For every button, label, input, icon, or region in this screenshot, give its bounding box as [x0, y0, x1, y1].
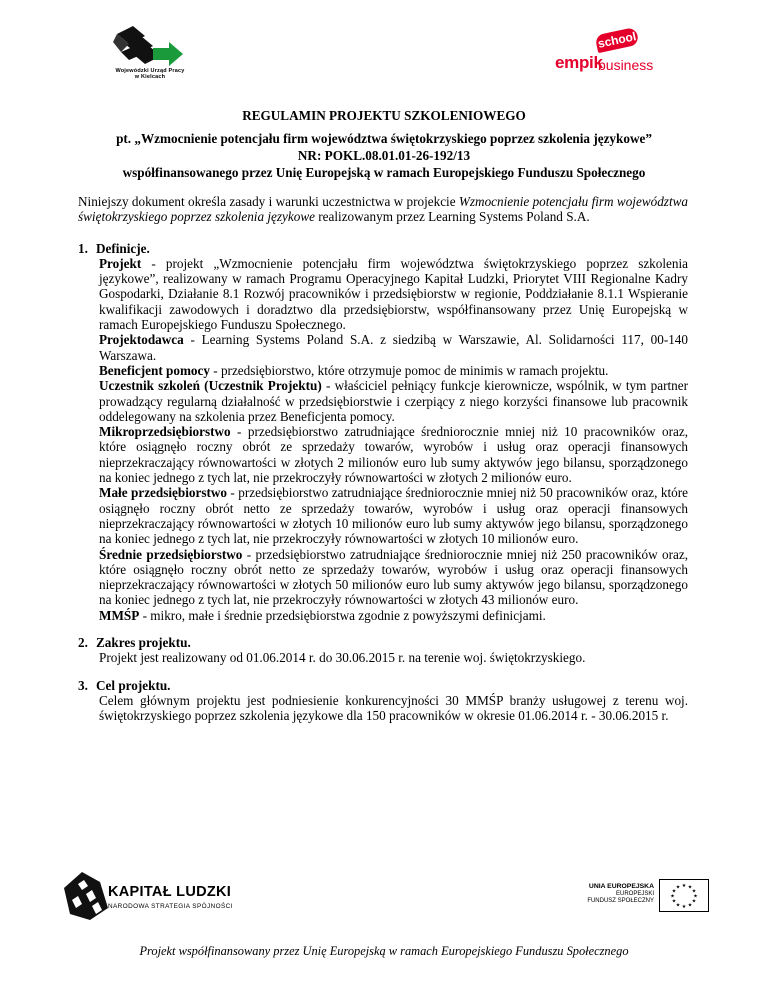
section-title: Definicje. [96, 240, 150, 256]
section-heading [78, 678, 688, 693]
section-number: 3. [78, 677, 88, 693]
definition-term: Mikroprzedsiębiorstwo [99, 424, 231, 440]
document-body [78, 194, 688, 736]
definitions-list [78, 256, 688, 623]
definition-term: Uczestnik szkoleń (Uczestnik Projektu) [99, 378, 322, 394]
definition-text: - przedsiębiorstwo, które otrzymuje pomoc de minimis w ramach projektu. [209, 362, 609, 378]
project-name-line: pt. „Wzmocnienie potencjału firm województwa świętokrzyskiego poprzez szkolenia językowe” [116, 131, 652, 146]
definition-text: - właściciel pełniący funkcje kierownicze, wspólnik, w tym partner prowadzący regularną działalność w przedsiębiorstwie i czerpiący z niego korzyści finansowe lub pracownik oddelegowany na szkolenia przez Beneficjenta pomocy. [99, 378, 688, 424]
intro-text-before: Niniejszy dokument określa zasady i warunki uczestnictwa w projekcie [78, 194, 459, 209]
eu-line3: FUNDUSZ SPOŁECZNY [587, 898, 654, 904]
svg-text:★: ★ [691, 888, 697, 895]
section-number: 2. [78, 635, 88, 651]
section-text: Projekt jest realizowany od 01.06.2014 r. do 30.06.2015 r. na terenie woj. świętokrzyskiego. [99, 650, 586, 666]
definition-text: - przedsiębiorstwo zatrudniające średniorocznie mniej niż 50 pracowników oraz, które osiągnęło roczny obrót netto ze sprzedaży towarów, wyrobów i usług oraz operacji finansowych nieprzekraczający równowartości w złotych 10 milionów euro lub sumy aktywów jego bilansu, sporządzonego na koniec jednego z tych lat, nie przekroczyły równowartości w złotych 10 milionów euro. [99, 485, 688, 547]
svg-text:★: ★ [675, 884, 681, 891]
kapital-ludzki-title: KAPITAŁ LUDZKI [108, 884, 232, 900]
empik-business-word: business [598, 57, 654, 73]
svg-text:★: ★ [681, 883, 687, 889]
svg-text:★: ★ [671, 898, 677, 905]
wup-logo-text [95, 68, 205, 80]
intro-text-after: realizowanym przez Learning Systems Poland S.A. [314, 209, 590, 225]
project-number-line: NR: POKL.08.01.01-26-192/13 [297, 148, 471, 163]
svg-text:★: ★ [681, 904, 687, 910]
svg-text:★: ★ [687, 902, 693, 909]
cofinancing-line: współfinansowanego przez Unię Europejską w ramach Europejskiego Funduszu Społecznego [122, 165, 646, 180]
eu-flag-icon [659, 879, 709, 912]
definition-item [99, 332, 688, 363]
regulation-title: REGULAMIN PROJEKTU SZKOLENIOWEGO [242, 108, 526, 123]
definition-term: Małe przedsiębiorstwo [99, 485, 227, 501]
svg-text:★: ★ [670, 893, 675, 900]
section-definitions [78, 241, 688, 623]
definition-item [99, 608, 688, 623]
section-title: Zakres projektu. [96, 635, 191, 651]
section-text: Celem głównym projektu jest podniesienie konkurencyjności 30 MMŚP branży usługowej z terenu woj. świętokrzyskiego poprzez szkolenia językowe dla 150 pracowników w okresie 01.06.2014 r. - 30.06.2015 r. [99, 692, 688, 724]
svg-text:★: ★ [687, 884, 693, 891]
empik-school-badge: school [595, 27, 640, 53]
definition-text: - mikro, małe i średnie przedsiębiorstwa zgodnie z powyższymi definicjami. [139, 607, 546, 623]
document-title [60, 107, 708, 181]
definition-term: Beneficjent pomocy [99, 362, 210, 378]
svg-text:★: ★ [691, 898, 697, 905]
wup-logo-line1: Wojewódzki Urząd Pracy [115, 68, 185, 74]
footer-note: Projekt współfinansowany przez Unię Europejską w ramach Europejskiego Funduszu Społecznego [139, 944, 629, 958]
definition-item [99, 378, 688, 424]
wup-logo-line2: w Kielcach [134, 74, 166, 80]
definition-item [99, 256, 688, 332]
eu-logo-text [574, 883, 654, 906]
definition-term: Projektodawca [99, 332, 184, 348]
definition-text: - Learning Systems Poland S.A. z siedzibą w Warszawie, Al. Solidarności 117, 00-140 Warszawa. [99, 332, 688, 363]
definition-item [99, 547, 688, 608]
svg-text:★: ★ [693, 893, 698, 900]
section-heading [78, 241, 688, 256]
section-title: Cel projektu. [96, 677, 171, 693]
definition-text: - projekt „Wzmocnienie potencjału firm województwa świętokrzyskiego poprzez szkolenia językowe”, realizowany w ramach Programu Operacyjnego Kapitał Ludzki, Priorytet VIII Regionalne Kadry Gospodarki, Działanie 8.1 Rozwój pracowników i przedsiębiorstw w regionie, Poddziałanie 8.1.1 Wspieranie kwalifikacji zawodowych i doradztwo dla przedsiębiorstw, współfinansowany przez Unię Europejską w ramach Europejskiego Funduszu Społecznego. [99, 255, 688, 333]
kapital-ludzki-logo-icon [60, 868, 112, 924]
definition-term: MMŚP [99, 607, 140, 623]
definition-term: Projekt [99, 255, 142, 271]
section-goal [78, 678, 688, 724]
section-heading [78, 635, 688, 650]
svg-text:★: ★ [675, 902, 681, 909]
intro-project-name: Wzmocnienie potencjału firm województwa świętokrzyskiego poprzez szkolenia językowe [78, 194, 688, 225]
section-scope [78, 635, 688, 666]
definition-text: - przedsiębiorstwo zatrudniające średniorocznie mniej niż 250 pracowników oraz, które osiągnęło roczny obrót netto ze sprzedaży towarów, wyrobów i usług oraz operacji finansowych nieprzekraczający równowartości w złotych 50 milionów euro lub sumy aktywów jego bilansu, sporządzonego na koniec jednego z tych lat, nie przekroczyły równowartości w złotych 43 milionów euro. [99, 546, 688, 608]
definition-term: Średnie przedsiębiorstwo [99, 546, 243, 562]
definition-item [99, 485, 688, 546]
eu-line1: UNIA EUROPEJSKA [588, 883, 654, 890]
kapital-ludzki-subtitle: NARODOWA STRATEGIA SPÓJNOŚCI [108, 903, 233, 910]
definition-text: - przedsiębiorstwo zatrudniające średniorocznie mniej niż 10 pracowników oraz, które osiągnęło roczny obrót ze sprzedaży towarów, wyrobów i usług oraz operacji finansowych nieprzekraczający równowartości w złotych 2 milionów euro lub sumy aktywów jego bilansu, sporządzonego na koniec jednego z tych lat, nie przekroczyły równowartości w złotych 2 milionów euro. [99, 424, 688, 486]
definition-item [99, 424, 688, 485]
section-number: 1. [78, 240, 88, 256]
definition-item [99, 363, 688, 378]
eu-line2: EUROPEJSKI [615, 890, 654, 897]
empik-logo-word: empik [555, 53, 603, 72]
svg-text:★: ★ [671, 888, 677, 895]
intro-paragraph [78, 194, 688, 225]
